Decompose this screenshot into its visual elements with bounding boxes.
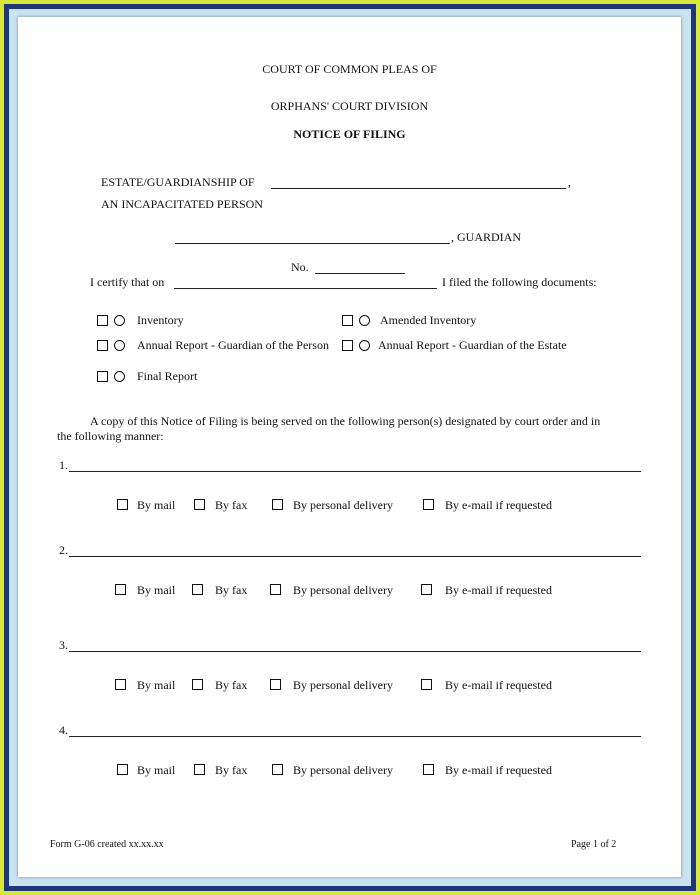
amended-inventory-checkbox[interactable] [342,315,353,326]
estate-comma: , [568,175,571,189]
certify-prefix: I certify that on [90,275,165,289]
document-annual-report-person: Annual Report - Guardian of the Person [137,338,329,352]
form-page [18,17,681,877]
guardian-label: , GUARDIAN [451,230,521,244]
certify-suffix: I filed the following documents: [442,275,597,289]
mail-checkbox[interactable] [117,764,128,775]
recipient-number: 4. [59,723,68,737]
service-text-line1: A copy of this Notice of Filing is being served on the following person(s) designated by court order and in [90,414,601,428]
fax-label: By fax [215,678,248,692]
recipient-field[interactable] [69,736,641,737]
recipient-number: 1. [59,458,68,472]
email-checkbox[interactable] [423,764,434,775]
email-checkbox[interactable] [421,679,432,690]
document-annual-report-estate: Annual Report - Guardian of the Estate [378,338,567,352]
email-label: By e-mail if requested [445,678,552,692]
document-final-report: Final Report [137,369,198,383]
mail-checkbox[interactable] [117,499,128,510]
personal-delivery-label: By personal delivery [293,498,393,512]
mail-checkbox[interactable] [115,679,126,690]
email-label: By e-mail if requested [445,498,552,512]
service-text-line2: the following manner: [57,429,164,443]
annual-report-estate-radio[interactable] [359,340,370,351]
personal-delivery-checkbox[interactable] [272,499,283,510]
final-report-checkbox[interactable] [97,371,108,382]
email-label: By e-mail if requested [445,763,552,777]
fax-label: By fax [215,763,248,777]
fax-label: By fax [215,583,248,597]
fax-checkbox[interactable] [192,679,203,690]
fax-checkbox[interactable] [194,764,205,775]
mail-label: By mail [137,763,176,777]
personal-delivery-checkbox[interactable] [270,584,281,595]
annual-report-person-radio[interactable] [114,340,125,351]
division-heading: ORPHANS' COURT DIVISION [270,99,429,113]
email-checkbox[interactable] [423,499,434,510]
personal-delivery-checkbox[interactable] [270,679,281,690]
recipient-field[interactable] [69,471,641,472]
guardian-name-field[interactable] [175,243,450,244]
document-amended-inventory: Amended Inventory [380,313,477,327]
estate-label: ESTATE/GUARDIANSHIP OF [101,175,255,189]
recipient-number: 2. [59,543,68,557]
number-field[interactable] [315,273,405,274]
mail-label: By mail [137,583,176,597]
personal-delivery-label: By personal delivery [293,763,393,777]
court-heading: COURT OF COMMON PLEAS OF [262,62,437,76]
estate-subject: AN INCAPACITATED PERSON [101,197,263,211]
form-id: Form G-06 created xx.xx.xx [50,839,164,850]
personal-delivery-label: By personal delivery [293,678,393,692]
form-title: NOTICE OF FILING [293,127,406,141]
email-label: By e-mail if requested [445,583,552,597]
mail-checkbox[interactable] [115,584,126,595]
page-number: Page 1 of 2 [571,839,617,850]
fax-label: By fax [215,498,248,512]
amended-inventory-radio[interactable] [359,315,370,326]
estate-name-field[interactable] [271,188,566,189]
mail-label: By mail [137,498,176,512]
recipient-number: 3. [59,638,68,652]
final-report-radio[interactable] [114,371,125,382]
personal-delivery-label: By personal delivery [293,583,393,597]
fax-checkbox[interactable] [192,584,203,595]
document-inventory: Inventory [137,313,184,327]
inventory-checkbox[interactable] [97,315,108,326]
inventory-radio[interactable] [114,315,125,326]
number-label: No. [291,260,309,274]
filing-date-field[interactable] [174,288,437,289]
recipient-field[interactable] [69,556,641,557]
fax-checkbox[interactable] [194,499,205,510]
annual-report-estate-checkbox[interactable] [342,340,353,351]
annual-report-person-checkbox[interactable] [97,340,108,351]
email-checkbox[interactable] [421,584,432,595]
personal-delivery-checkbox[interactable] [272,764,283,775]
recipient-field[interactable] [69,651,641,652]
mail-label: By mail [137,678,176,692]
